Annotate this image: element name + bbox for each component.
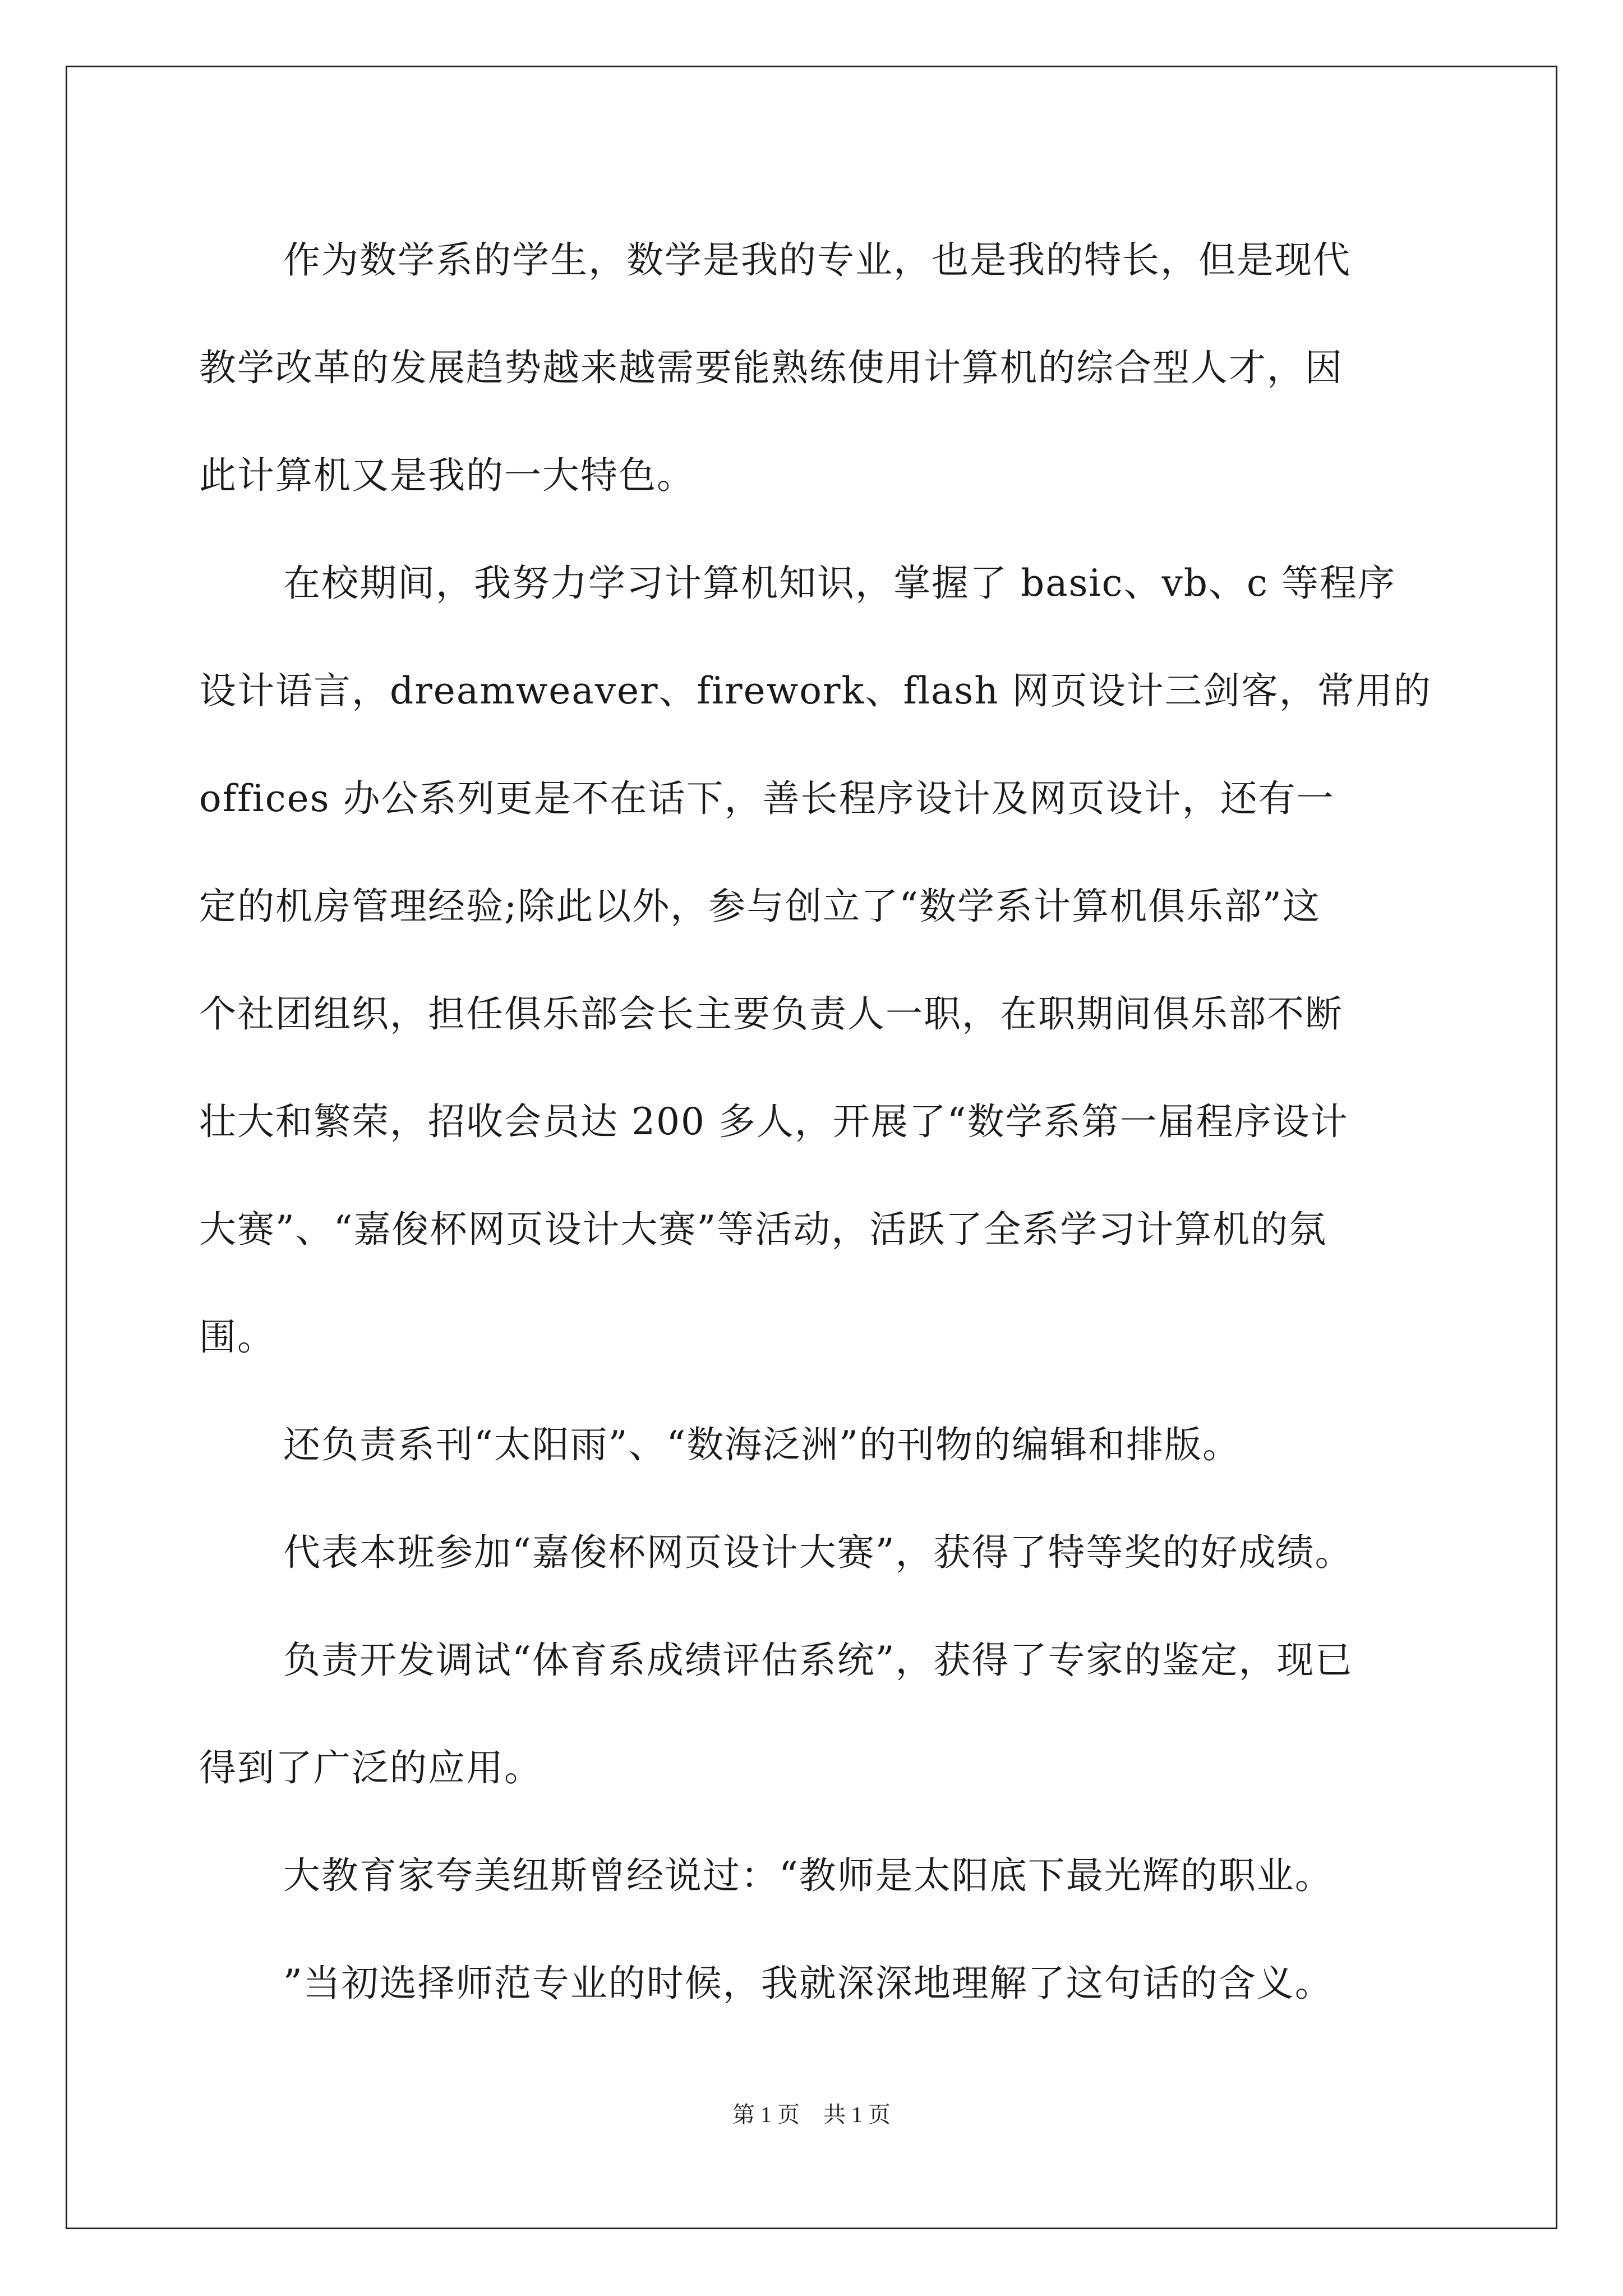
- page-number: 第 1 页: [732, 2102, 800, 2127]
- text-line: 作为数学系的学生，数学是我的专业，也是我的特长，但是现代: [283, 238, 1351, 282]
- text-line: 代表本班参加“嘉俊杯网页设计大赛”，获得了特等奖的好成绩。: [283, 1531, 1353, 1574]
- text-line: 负责开发调试“体育系成绩评估系统”，获得了专家的鉴定，现已: [283, 1639, 1353, 1682]
- text-line: 在校期间，我努力学习计算机知识，掌握了 basic、vb、c 等程序: [283, 562, 1396, 605]
- text-line: ”当初选择师范专业的时候，我就深深地理解了这句话的含义。: [283, 1962, 1333, 2005]
- page-count: 共 1 页: [823, 2102, 891, 2127]
- text-line: 还负责系刊“太阳雨”、“数海泛洲”的刊物的编辑和排版。: [283, 1423, 1241, 1466]
- text-line: 大教育家夸美纽斯曾经说过：“教师是太阳底下最光辉的职业。: [283, 1854, 1333, 1897]
- text-line: 设计语言，dreamweaver、firework、flash 网页设计三剑客，常用的: [199, 669, 1432, 712]
- text-line: 围。: [199, 1315, 275, 1359]
- text-line: 定的机房管理经验;除此以外，参与创立了“数学系计算机俱乐部”这: [199, 885, 1321, 928]
- text-line: offices 办公系列更是不在话下，善长程序设计及网页设计，还有一: [199, 777, 1335, 820]
- text-line: 此计算机又是我的一大特色。: [199, 454, 695, 497]
- text-line: 教学改革的发展趋势越来越需要能熟练使用计算机的综合型人才，因: [199, 346, 1343, 389]
- text-line: 得到了广泛的应用。: [199, 1746, 542, 1789]
- page-footer: [0, 2098, 1623, 2132]
- text-line: 个社团组织，担任俱乐部会长主要负责人一职，在职期间俱乐部不断: [199, 992, 1343, 1036]
- text-line: 壮大和繁荣，招收会员达 200 多人，开展了“数学系第一届程序设计: [199, 1100, 1349, 1143]
- document-body: [199, 206, 1432, 2037]
- text-line: 大赛”、“嘉俊杯网页设计大赛”等活动，活跃了全系学习计算机的氛: [199, 1208, 1327, 1251]
